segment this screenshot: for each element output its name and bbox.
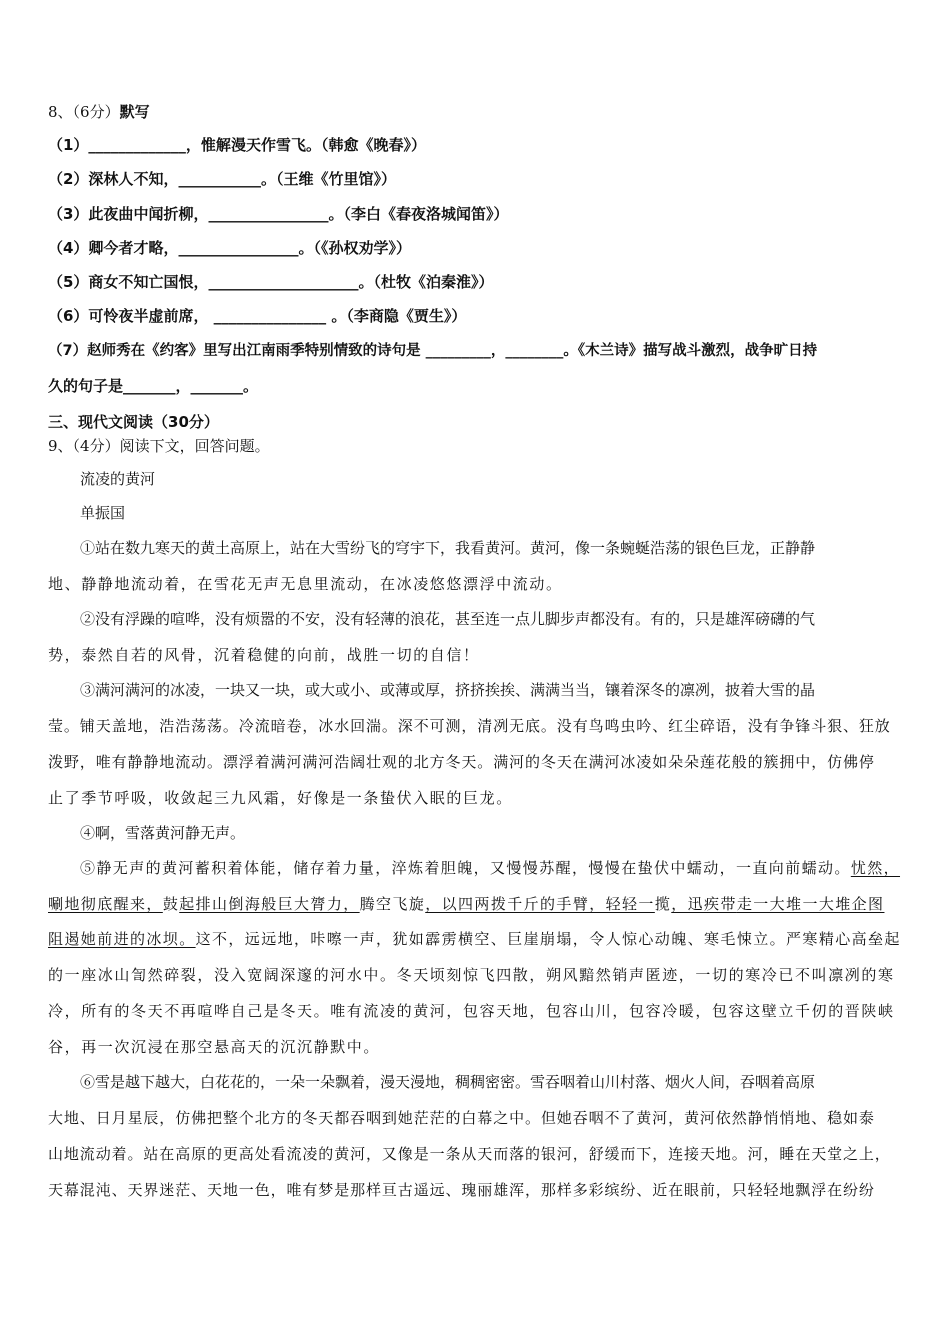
underlined-phrase: 唰地彻底醒来， bbox=[48, 895, 163, 913]
fill-item-7-continued: 久的句子是_______，_______。 bbox=[48, 377, 259, 395]
underlined-phrase: 阻遏她前进的冰坝。 bbox=[48, 930, 196, 948]
paragraph-5-line-5: 冷，所有的冬天不再喧哗自己是冬天。唯有流凌的黄河，包容天地，包容山川，包容冷暖，包容这壁立千仞的晋陕峡 bbox=[48, 1002, 895, 1020]
underlined-phrase: ，以四两拨千斤的手臂，轻轻一 bbox=[425, 895, 655, 913]
underlined-phrase: 忧然， bbox=[850, 859, 901, 877]
paragraph-5-line-1 bbox=[80, 858, 900, 878]
paragraph-6-line-2: 大地、日月星辰，仿佛把整个北方的冬天都吞咽到她茫茫的白幕之中。但她吞咽不了黄河，黄河依然静悄悄地、稳如泰 bbox=[48, 1109, 875, 1127]
fill-item-3: （3）此夜曲中闻折柳，________________。（李白《春夜洛城闻笛》） bbox=[48, 205, 509, 223]
paragraph-5-line-6: 谷，再一次沉浸在那空悬高天的沉沉静默中。 bbox=[48, 1038, 381, 1056]
fill-item-4: （4）卿今者才略，________________。（《孙权劝学》） bbox=[48, 239, 411, 257]
paragraph-5-text: 揽 bbox=[654, 895, 672, 913]
paragraph-5-text: 这不，远远地，咔嚓一声，犹如霹雳横空、巨崖崩塌，令人惊心动魄、寒毛悚立。严寒精心高垒起 bbox=[195, 930, 901, 948]
question-8-header bbox=[48, 102, 150, 122]
fill-item-2: （2）深林人不知，___________。（王维《竹里馆》） bbox=[48, 170, 396, 188]
question-9-header: 9、（4分）阅读下文，回答问题。 bbox=[48, 437, 270, 455]
paragraph-3-line-1: ③满河满河的冰凌，一块又一块，或大或小、或薄或厚，挤挤挨挨、满满当当，镶着深冬的凛冽，披着大雪的晶 bbox=[80, 681, 816, 699]
underlined-phrase: ，迅疾带 bbox=[671, 895, 737, 913]
fill-item-6: （6）可怜夜半虚前席， _______________ 。（李商隐《贾生》） bbox=[48, 307, 467, 325]
underlined-phrase: 走一大堆一大堆企图 bbox=[736, 895, 885, 913]
paragraph-3-line-4: 止了季节呼吸，收敛起三九风霜，好像是一条蛰伏入眠的巨龙。 bbox=[48, 789, 513, 807]
section-3-title: 三、现代文阅读（30分） bbox=[48, 413, 219, 431]
paragraph-5-line-3 bbox=[48, 929, 901, 949]
fill-item-7: （7）赵师秀在《约客》里写出江南雨季特别情致的诗句是 _________，________。《木兰诗》描写战斗激烈，战争旷日持 bbox=[48, 343, 818, 359]
fill-item-1: （1）_____________，惟解漫天作雪飞。（韩愈《晚春》） bbox=[48, 136, 426, 154]
paragraph-1-line-1: ①站在数九寒天的黄土高原上，站在大雪纷飞的穹宇下，我看黄河。黄河，像一条蜿蜒浩荡的银色巨龙，正静静 bbox=[80, 539, 816, 557]
paragraph-3-line-2: 莹。铺天盖地，浩浩荡荡。冷流暗卷，冰水回湍。深不可测，清冽无底。没有鸟鸣虫吟、红尘碎语，没有争锋斗狠、狂放 bbox=[48, 717, 891, 735]
paragraph-6-line-1: ⑥雪是越下越大，白花花的，一朵一朵飘着，漫天漫地，稠稠密密。雪吞咽着山川村落、烟火人间，吞咽着高原 bbox=[80, 1073, 816, 1091]
article-author: 单振国 bbox=[80, 504, 126, 522]
paragraph-4: ④啊，雪落黄河静无声。 bbox=[80, 824, 246, 842]
fill-item-5: （5）商女不知亡国恨，____________________。（杜牧《泊秦淮》） bbox=[48, 273, 494, 291]
paragraph-6-line-3: 山地流动着。站在高原的更高处看流凌的黄河，又像是一条从天而落的银河，舒缓而下，连接天地。河，睡在天堂之上， bbox=[48, 1145, 891, 1163]
underlined-phrase: 起排山倒海般巨大膂力， bbox=[179, 895, 360, 913]
question-8-title: 默写 bbox=[119, 103, 150, 121]
paragraph-2-line-2: 势，泰然自若的风骨，沉着稳健的向前，战胜一切的自信！ bbox=[48, 646, 480, 664]
paragraph-3-line-3: 泼野，唯有静静地流动。漂浮着满河满河浩阔壮观的北方冬天。满河的冬天在满河冰凌如朵朵莲花般的簇拥中，仿佛停 bbox=[48, 753, 875, 771]
article-title: 流凌的黄河 bbox=[80, 470, 156, 488]
paragraph-1-line-2: 地、静静地流动着，在雪花无声无息里流动，在冰凌悠悠漂浮中流动。 bbox=[48, 575, 563, 593]
paragraph-5-text: ⑤静无声的黄河蓄积着体能，储存着力量，淬炼着胆魄，又慢慢苏醒，慢慢在蛰伏中蠕动，一直向前蠕动。 bbox=[80, 859, 851, 877]
paragraph-5-text: 腾空飞旋 bbox=[359, 895, 426, 913]
paragraph-6-line-4: 天幕混沌、天界迷茫、天地一色，唯有梦是那样亘古遥远、瑰丽雄浑，那样多彩缤纷、近在眼前，只轻轻地飘浮在纷纷 bbox=[48, 1181, 875, 1199]
question-8-number: 8、（6分） bbox=[48, 103, 120, 121]
paragraph-5-line-4: 的一座冰山訇然碎裂，没入宽阔深邃的河水中。冬天顷刻惊飞四散，朔风黯然销声匿迹，一切的寒冷已不叫凛冽的寒 bbox=[48, 966, 895, 984]
paragraph-5-text: 鼓 bbox=[162, 895, 180, 913]
paragraph-5-line-2 bbox=[48, 894, 884, 914]
paragraph-2-line-1: ②没有浮躁的喧哗，没有烦嚣的不安，没有轻薄的浪花，甚至连一点儿脚步声都没有。有的，只是雄浑磅礴的气 bbox=[80, 610, 816, 628]
